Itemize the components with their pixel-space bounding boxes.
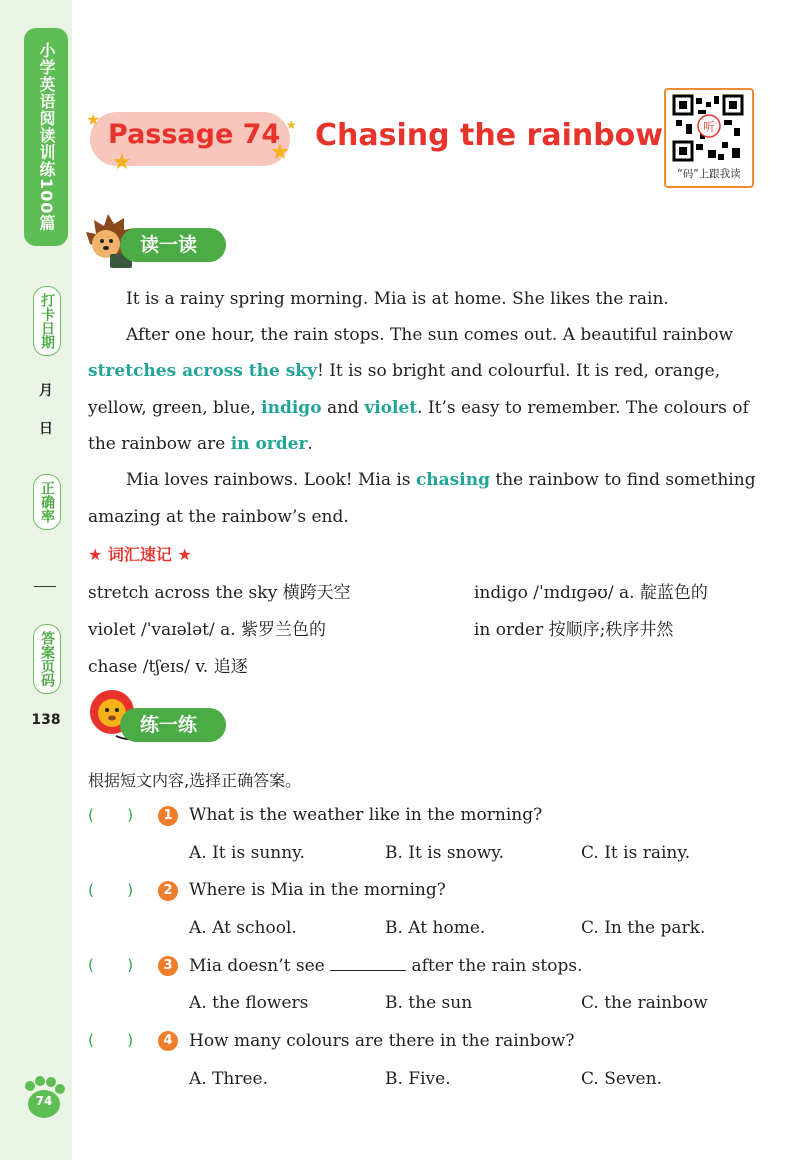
option-b[interactable]: B. Five. <box>385 1069 451 1089</box>
question-number-badge: 1 <box>158 806 178 826</box>
star-icon: ★ <box>86 110 101 129</box>
vocab-highlight: violet <box>364 398 418 418</box>
paragraph-3-line-1: Mia loves rainbows. Look! Mia is chasing the rainbow to find something <box>126 470 756 490</box>
question-number-badge: 4 <box>158 1031 178 1051</box>
qr-caption: “码”上跟我读 <box>677 168 741 180</box>
option-a[interactable]: A. It is sunny. <box>189 843 305 863</box>
option-c[interactable]: C. Seven. <box>581 1069 662 1089</box>
star-icon: ★ <box>270 140 290 165</box>
vocab-item: indigo /ˈɪndɪɡəʊ/ a. 靛蓝色的 <box>474 583 708 603</box>
qr-listen-label: 听 <box>702 120 716 134</box>
question-1-text: What is the weather like in the morning? <box>189 805 543 825</box>
option-b[interactable]: B. At home. <box>385 918 486 938</box>
read-section-header: 读一读 <box>120 228 226 262</box>
checkin-date-label: 打卡日期 <box>33 286 61 356</box>
paragraph-1: It is a rainy spring morning. Mia is at home. She likes the rain. <box>126 289 669 309</box>
practice-section-header: 练一练 <box>120 708 226 742</box>
answer-blank-1[interactable]: ( ) <box>88 806 134 824</box>
answer-blank-3[interactable]: ( ) <box>88 956 134 974</box>
paragraph-2-line-3: yellow, green, blue, indigo and violet. It’s easy to remember. The colours of <box>88 398 749 418</box>
question-3-text: Mia doesn’t see after the rain stops. <box>189 956 583 976</box>
option-a[interactable]: A. Three. <box>189 1069 269 1089</box>
vocab-title: ★ 词汇速记 ★ <box>88 545 192 564</box>
vocab-item: chase /tʃeɪs/ v. 追逐 <box>88 657 248 677</box>
practice-instruction: 根据短文内容,选择正确答案。 <box>88 771 302 790</box>
fill-in-blank[interactable] <box>330 956 406 971</box>
option-b[interactable]: B. the sun <box>385 993 473 1013</box>
option-c[interactable]: C. the rainbow <box>581 993 708 1013</box>
option-c[interactable]: C. In the park. <box>581 918 706 938</box>
question-number-badge: 3 <box>158 956 178 976</box>
option-b[interactable]: B. It is snowy. <box>385 843 505 863</box>
answer-blank-2[interactable]: ( ) <box>88 881 134 899</box>
vocab-highlight: stretches across the sky <box>88 361 317 381</box>
accuracy-blank <box>34 586 56 587</box>
vocab-item: in order 按顺序;秩序井然 <box>474 620 674 640</box>
star-icon: ★ <box>286 118 297 132</box>
option-a[interactable]: A. the flowers <box>189 993 309 1013</box>
answer-page-number: 138 <box>31 712 61 728</box>
paragraph-2-line-2: stretches across the sky! It is so bright and colourful. It is red, orange, <box>88 361 721 381</box>
question-4-text: How many colours are there in the rainbow? <box>189 1031 575 1051</box>
day-label: 日 <box>39 421 53 437</box>
passage-number: Passage 74 <box>108 119 281 150</box>
paragraph-2-line-4: the rainbow are in order. <box>88 434 313 454</box>
accuracy-label: 正确率 <box>33 474 61 530</box>
month-label: 月 <box>39 383 53 399</box>
page-title: Chasing the rainbow <box>315 118 664 153</box>
paragraph-2-line-1: After one hour, the rain stops. The sun comes out. A beautiful rainbow <box>126 325 734 345</box>
answer-blank-4[interactable]: ( ) <box>88 1031 134 1049</box>
question-2-text: Where is Mia in the morning? <box>189 880 446 900</box>
question-number-badge: 2 <box>158 881 178 901</box>
vocab-highlight: chasing <box>415 470 490 490</box>
series-title-tab: 小学英语阅读训练100篇 <box>24 28 68 246</box>
answer-page-label: 答案页码 <box>33 624 61 694</box>
page-number: 74 <box>35 1094 53 1108</box>
vocab-highlight: indigo <box>261 398 322 418</box>
vocab-item: stretch across the sky 横跨天空 <box>88 583 351 603</box>
qr-code-icon <box>666 90 752 166</box>
star-icon: ★ <box>112 150 132 175</box>
vocab-item: violet /ˈvaɪələt/ a. 紫罗兰色的 <box>88 620 327 640</box>
vocab-highlight: in order <box>230 434 308 454</box>
option-a[interactable]: A. At school. <box>189 918 297 938</box>
paragraph-3-line-2: amazing at the rainbow’s end. <box>88 507 349 527</box>
option-c[interactable]: C. It is rainy. <box>581 843 691 863</box>
